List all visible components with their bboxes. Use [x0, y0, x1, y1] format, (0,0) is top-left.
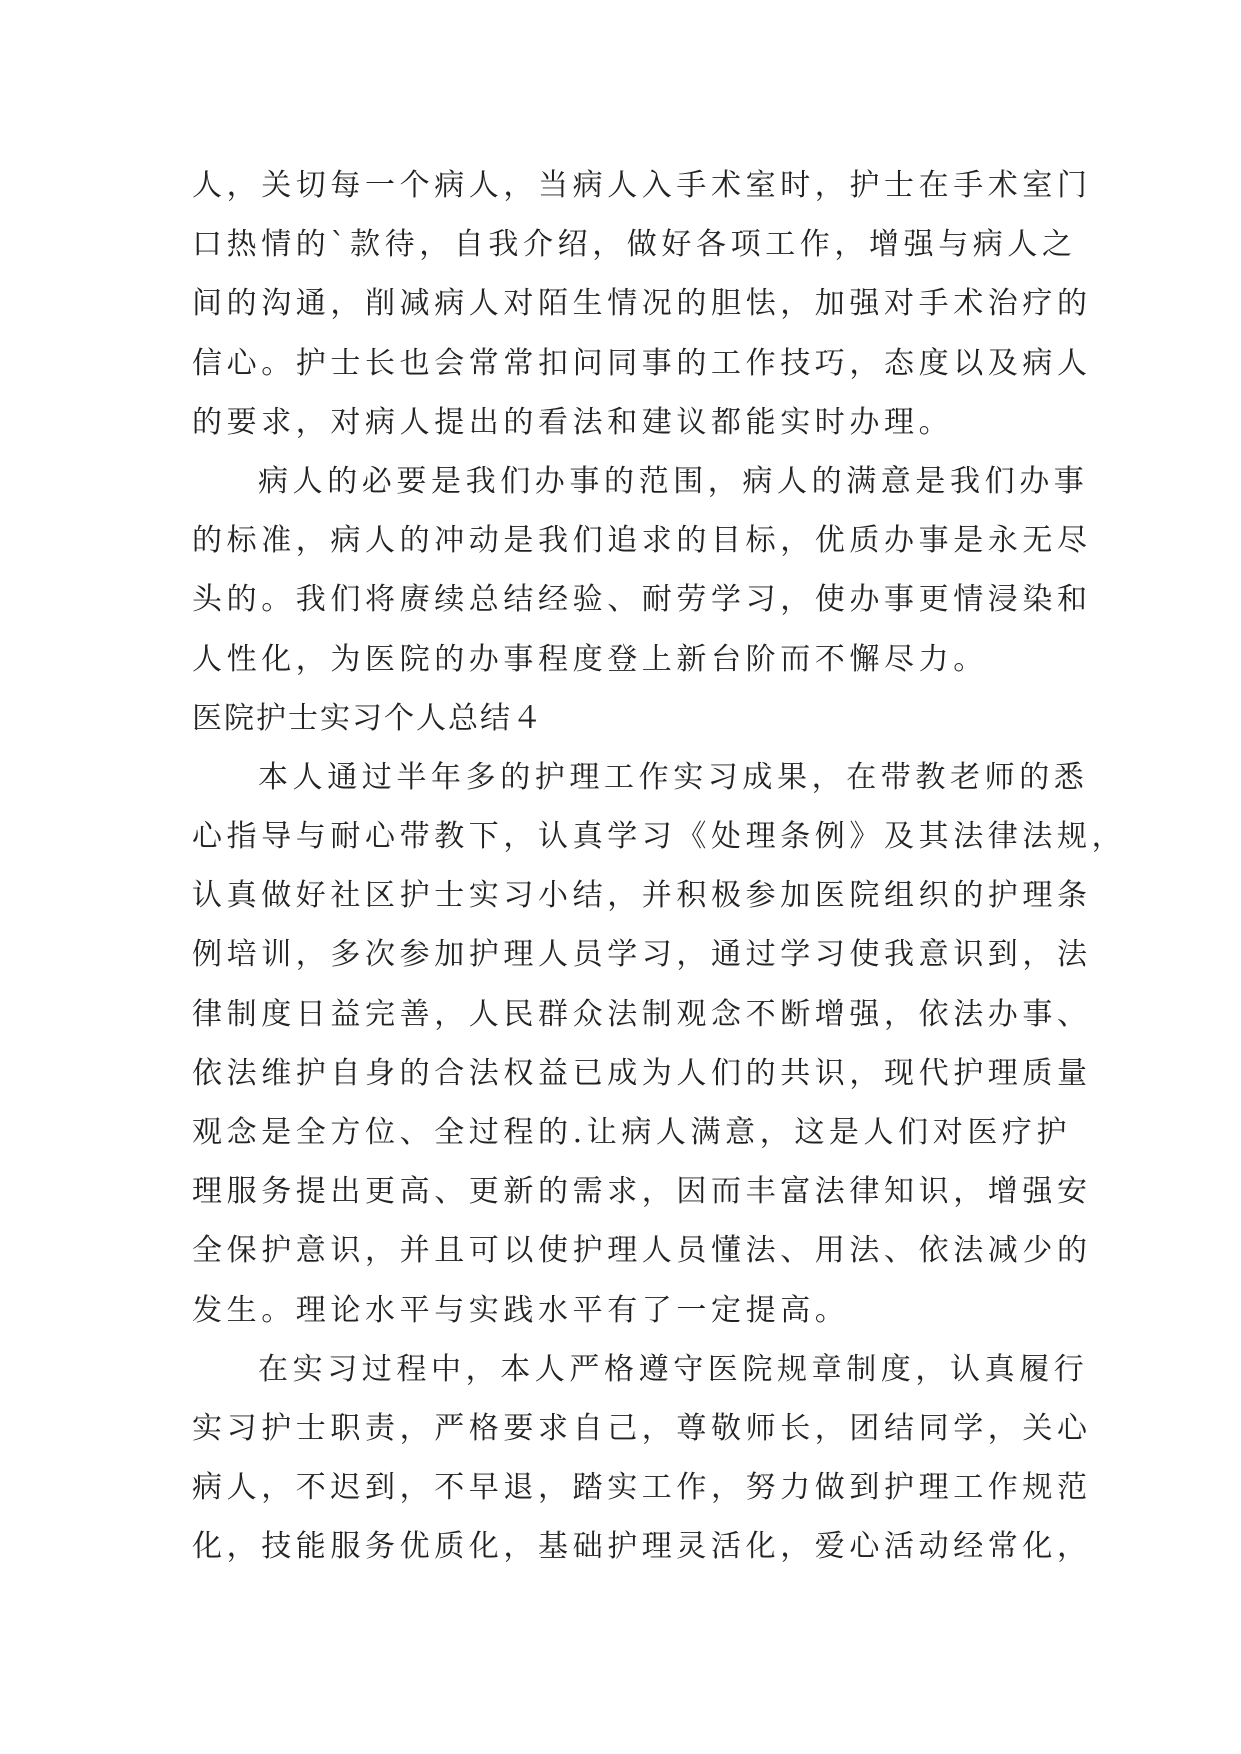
text-line: 信心。护士长也会常常扣问同事的工作技巧，态度以及病人: [192, 345, 1092, 381]
text-line: 心指导与耐心带教下，认真学习《处理条例》及其法律法规，: [192, 819, 1127, 855]
text-line: 人性化，为医院的办事程度登上新台阶而不懈尽力。: [192, 641, 988, 677]
text-line: 口热情的`款待，自我介绍，做好各项工作，增强与病人之: [192, 227, 1077, 263]
text-line: 病人，不迟到，不早退，踏实工作，努力做到护理工作规范: [192, 1470, 1092, 1506]
document-body: [192, 156, 1127, 1577]
text-line: 例培训，多次参加护理人员学习，通过学习使我意识到，法: [192, 937, 1092, 973]
text-line: 人，关切每一个病人，当病人入手术室时，护士在手术室门: [192, 168, 1092, 203]
text-line: 头的。我们将赓续总结经验、耐劳学习，使办事更情浸染和: [192, 582, 1092, 618]
text-line: 观念是全方位、全过程的.让病人满意，这是人们对医疗护: [192, 1115, 1072, 1150]
text-line: 实习护士职责，严格要求自己，尊敬师长，团结同学，关心: [192, 1410, 1092, 1446]
text-line: 化，技能服务优质化，基础护理灵活化，爱心活动经常化，: [192, 1529, 1092, 1565]
text-line: 认真做好社区护士实习小结，并积极参加医院组织的护理条: [192, 878, 1092, 914]
paragraph-start-line: 本人通过半年多的护理工作实习成果，在带教老师的悉: [258, 759, 1089, 795]
text-line: 间的沟通，削减病人对陌生情况的胆怯，加强对手术治疗的: [192, 286, 1092, 322]
text-line: 的标准，病人的冲动是我们追求的目标，优质办事是永无尽: [192, 523, 1092, 559]
paragraph-start-line: 在实习过程中，本人严格遵守医院规章制度，认真履行: [258, 1351, 1089, 1387]
text-line: 发生。理论水平与实践水平有了一定提高。: [192, 1292, 850, 1328]
text-line: 依法维护自身的合法权益已成为人们的共识，现代护理质量: [192, 1055, 1092, 1091]
section-heading: 医院护士实习个人总结４: [192, 700, 544, 736]
text-line: 的要求，对病人提出的看法和建议都能实时办理。: [192, 404, 954, 440]
text-line: 律制度日益完善，人民群众法制观念不断增强，依法办事、: [192, 996, 1092, 1032]
text-line: 全保护意识，并且可以使护理人员懂法、用法、依法减少的: [192, 1233, 1092, 1269]
paragraph-start-line: 病人的必要是我们办事的范围，病人的满意是我们办事: [258, 463, 1089, 499]
text-line: 理服务提出更高、更新的需求，因而丰富法律知识，增强安: [192, 1174, 1092, 1210]
